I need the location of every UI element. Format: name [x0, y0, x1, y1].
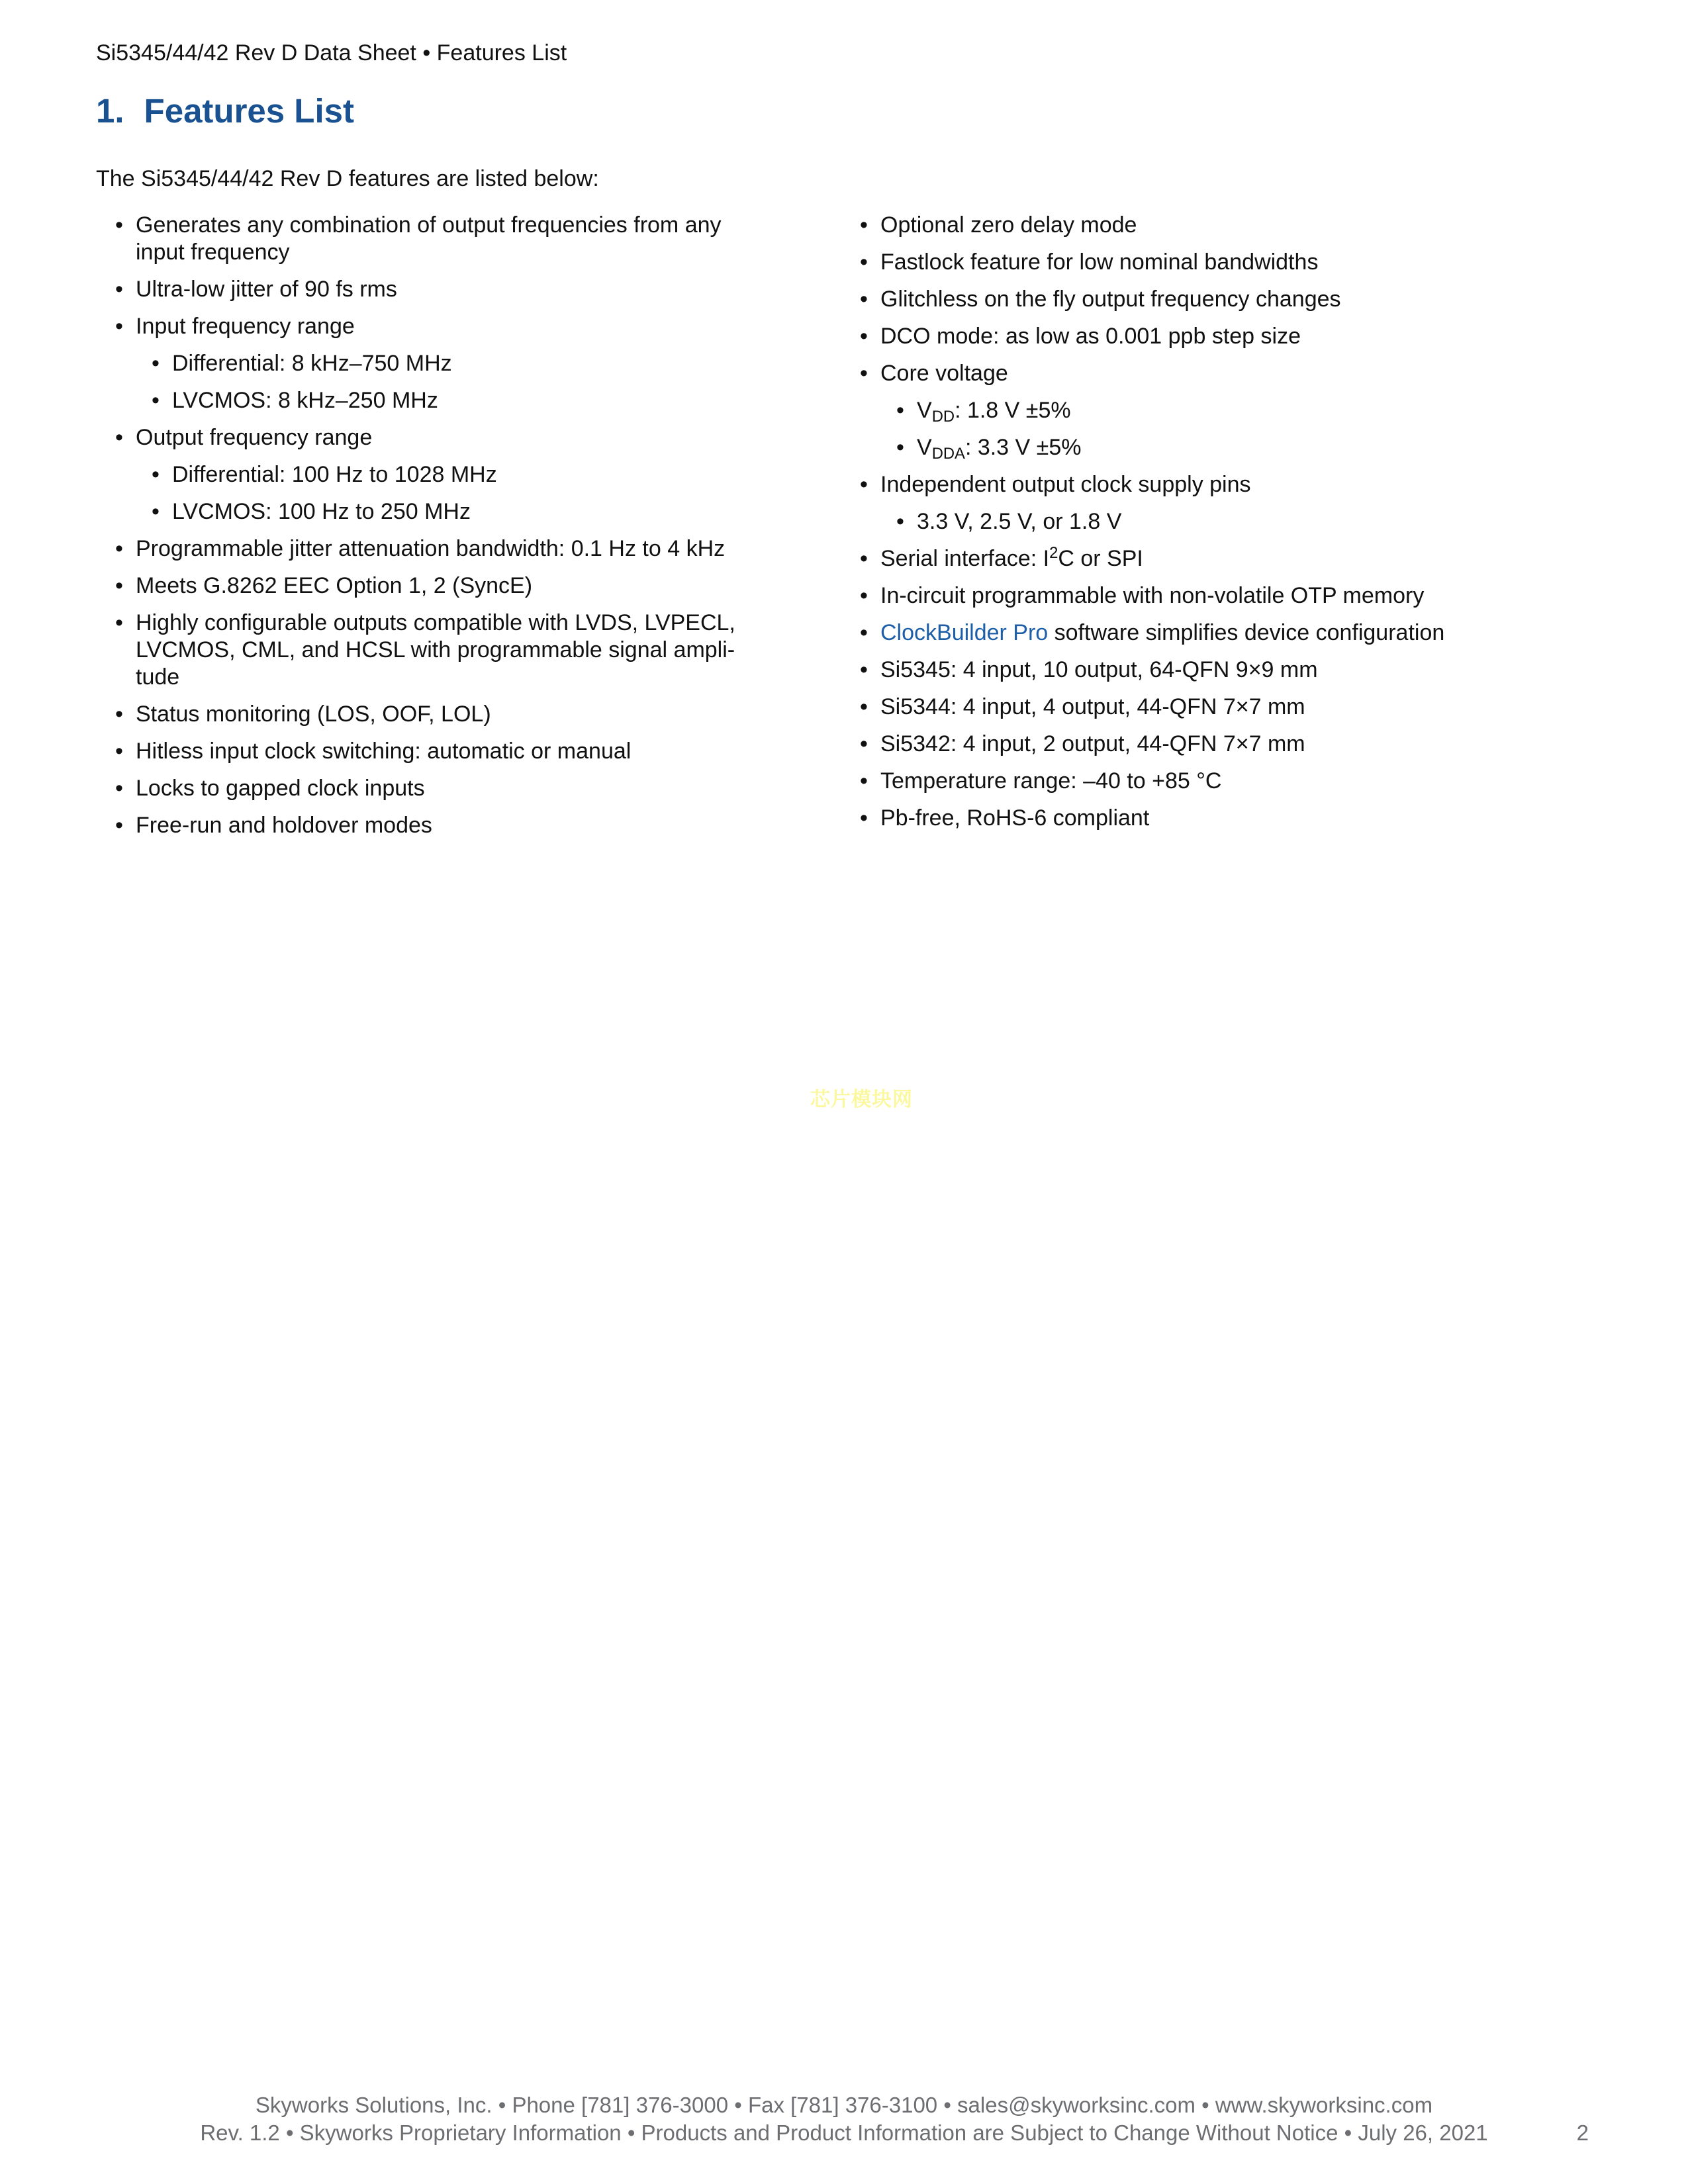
bullet-text: [917, 435, 1082, 463]
bullet-text: Pb-free, RoHS-6 compliant: [880, 805, 1150, 831]
bullet-text-part: software simplifies device configuration: [1048, 620, 1445, 645]
bullet-item: [96, 276, 755, 303]
bullet-item: [841, 731, 1582, 758]
features-left-column: [96, 212, 755, 849]
bullet-text: In-circuit programmable with non-volatile OTP memory: [880, 583, 1425, 608]
bullet-text: Si5342: 4 input, 2 output, 44-QFN 7×7 mm: [880, 731, 1305, 756]
bullet-icon: •: [115, 536, 123, 561]
bullet-item: [96, 610, 755, 691]
bullet-text: Temperature range: –40 to +85 °C: [880, 768, 1222, 794]
bullet-icon: •: [860, 546, 868, 571]
bullet-item: [841, 471, 1582, 535]
intro-text: The Si5345/44/42 Rev D features are listed below:: [96, 166, 599, 191]
footer-line1: Skyworks Solutions, Inc. • Phone [781] 376-3000 • Fax [781] 376-3100 • sales@skyworksinc.com • www.skyworksinc.com: [255, 2093, 1433, 2117]
bullet-icon: •: [860, 731, 868, 756]
bullet-text: Locks to gapped clock inputs: [136, 776, 425, 801]
bullet-item: [96, 572, 755, 600]
bullet-text: Si5345: 4 input, 10 output, 64-QFN 9×9 mm: [880, 657, 1318, 682]
bullet-icon: •: [115, 610, 123, 635]
bullet-icon: •: [152, 388, 160, 413]
bullet-text-part: Serial interface: I: [880, 546, 1050, 571]
bullet-icon: •: [115, 314, 123, 339]
bullet-icon: •: [115, 212, 123, 238]
bullet-icon: •: [115, 573, 123, 598]
sub-bullet-item: [880, 508, 1582, 535]
bullet-text: Differential: 8 kHz–750 MHz: [172, 351, 452, 376]
bullet-text: Independent output clock supply pins: [880, 472, 1251, 497]
bullet-text: Free-run and holdover modes: [136, 813, 432, 838]
bullet-item: [96, 424, 755, 525]
sub-bullet-item: [136, 350, 755, 377]
bullet-icon: •: [115, 425, 123, 450]
bullet-item: [841, 768, 1582, 795]
page-footer: [99, 2091, 1589, 2147]
bullet-item: [96, 738, 755, 765]
bullet-text: Optional zero delay mode: [880, 212, 1137, 238]
bullet-icon: •: [896, 435, 904, 460]
bullet-icon: •: [860, 361, 868, 386]
bullet-icon: •: [115, 739, 123, 764]
watermark: 芯片模块网: [810, 1089, 913, 1111]
bullet-text: Si5344: 4 input, 4 output, 44-QFN 7×7 mm: [880, 694, 1305, 719]
bullet-text: LVCMOS: 8 kHz–250 MHz: [172, 388, 438, 413]
page-number: 2: [1576, 2120, 1589, 2145]
bullet-icon: •: [152, 351, 160, 376]
bullet-text: Core voltage: [880, 361, 1008, 386]
bullet-text-part: V: [917, 398, 932, 423]
bullet-item: [841, 286, 1582, 313]
bullet-icon: •: [152, 462, 160, 487]
bullet-icon: •: [860, 324, 868, 349]
sub-bullet-item: [136, 461, 755, 488]
bullet-icon: •: [115, 702, 123, 727]
bullet-item: [841, 249, 1582, 276]
bullet-text-part: C or SPI: [1058, 546, 1143, 571]
bullet-icon: •: [860, 805, 868, 831]
bullet-icon: •: [860, 657, 868, 682]
bullet-icon: •: [896, 398, 904, 423]
bullet-icon: •: [896, 509, 904, 534]
features-right-column: [841, 212, 1582, 842]
bullet-text: [880, 546, 1143, 571]
bullet-text: Ultra-low jitter of 90 fs rms: [136, 277, 397, 302]
bullet-icon: •: [860, 287, 868, 312]
bullet-text: Generates any combination of output frequencies from any input frequency: [136, 212, 722, 265]
bullet-icon: •: [860, 250, 868, 275]
bullet-icon: •: [860, 472, 868, 497]
sub-bullet-item: [136, 498, 755, 525]
bullet-icon: •: [115, 277, 123, 302]
section-number: 1.: [96, 92, 124, 130]
bullet-icon: •: [115, 776, 123, 801]
bullet-icon: •: [860, 694, 868, 719]
footer-line2: Rev. 1.2 • Skyworks Proprietary Information • Products and Product Information are Subject to Change Without Notice • July 26, 2021: [200, 2120, 1488, 2145]
bullet-text-part: DD: [931, 407, 955, 426]
bullet-item: [841, 323, 1582, 350]
clockbuilder-pro-link[interactable]: ClockBuilder Pro: [880, 620, 1049, 645]
bullet-item: [841, 582, 1582, 610]
sub-bullet-item: [880, 397, 1582, 424]
bullet-item: [96, 313, 755, 414]
bullet-item: [96, 775, 755, 802]
section-title: Features List: [144, 92, 354, 130]
bullet-text: [880, 620, 1444, 645]
bullet-text: Differential: 100 Hz to 1028 MHz: [172, 462, 497, 487]
bullet-text: 3.3 V, 2.5 V, or 1.8 V: [917, 509, 1122, 534]
section-heading: [96, 93, 354, 130]
bullet-text-part: : 3.3 V ±5%: [964, 435, 1082, 460]
bullet-icon: •: [860, 768, 868, 794]
bullet-icon: •: [860, 212, 868, 238]
bullet-item: [96, 212, 755, 266]
bullet-item: [841, 657, 1582, 684]
sub-bullet-item: [880, 434, 1582, 461]
bullet-item: [96, 812, 755, 839]
bullet-text-part: DDA: [931, 444, 965, 463]
bullet-text: [917, 398, 1071, 426]
bullet-text-part: 2: [1049, 544, 1058, 563]
bullet-icon: •: [152, 499, 160, 524]
bullet-item: [841, 545, 1582, 572]
bullet-text-part: V: [917, 435, 932, 460]
running-header: Si5345/44/42 Rev D Data Sheet • Features List: [96, 40, 567, 66]
bullet-text: Programmable jitter attenuation bandwidth: 0.1 Hz to 4 kHz: [136, 536, 726, 561]
bullet-item: [841, 805, 1582, 832]
bullet-item: [841, 212, 1582, 239]
bullet-text: Fastlock feature for low nominal bandwidths: [880, 250, 1319, 275]
bullet-text: Output frequency range: [136, 425, 373, 450]
bullet-icon: •: [115, 813, 123, 838]
bullet-text: DCO mode: as low as 0.001 ppb step size: [880, 324, 1301, 349]
bullet-item: [841, 619, 1582, 647]
bullet-text-part: : 1.8 V ±5%: [955, 398, 1071, 423]
bullet-item: [841, 694, 1582, 721]
bullet-text: Input frequency range: [136, 314, 355, 339]
bullet-text: Status monitoring (LOS, OOF, LOL): [136, 702, 491, 727]
bullet-icon: •: [860, 620, 868, 645]
bullet-item: [841, 360, 1582, 461]
bullet-icon: •: [860, 583, 868, 608]
bullet-item: [96, 701, 755, 728]
bullet-text: Meets G.8262 EEC Option 1, 2 (SyncE): [136, 573, 533, 598]
bullet-text: Glitchless on the fly output frequency changes: [880, 287, 1341, 312]
bullet-text: LVCMOS: 100 Hz to 250 MHz: [172, 499, 471, 524]
sub-bullet-item: [136, 387, 755, 414]
bullet-item: [96, 535, 755, 563]
bullet-text: Highly configurable outputs compatible with LVDS, LVPECL, LVCMOS, CML, and HCSL with programmable signal amplitude: [136, 610, 735, 690]
bullet-text: Hitless input clock switching: automatic or manual: [136, 739, 632, 764]
